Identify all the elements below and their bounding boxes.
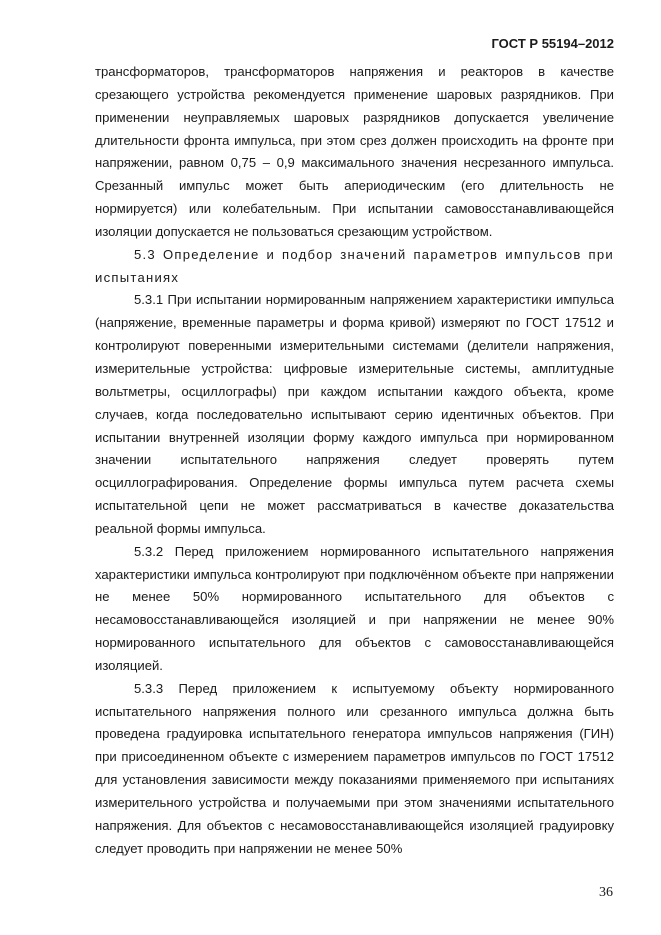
paragraph-5-3-3: 5.3.3 Перед приложением к испытуемому объекту нормированного испытательного напряжения полного или срезанного импульса должна быть проведена градуировка испытательного генератора импульсов напряжения (ГИН) при присоединенном объекте с измерением параметров импульсов по ГОСТ 17512 для установления зависимости между показаниями применяемого при испытаниях измерительного устройства и получаемыми при этом значениями испытательного напряжения. Для объектов с несамовосстанавливающейся изоляцией градуировку следует проводить при напряжении не менее 50% xyxy=(95,680,614,856)
paragraph-5-3-1: 5.3.1 При испытании нормированным напряжением характеристики импульса (напряжение, временные параметры и форма кривой) измеряют по ГОСТ 17512 и контролируют поверенными измерительными системами (делители напряжения, измерительные устройства: цифровые измерительные системы, амплитудные вольтметры, осциллографы) при каждом испытании каждого объекта, кроме случаев, когда последовательно испытывают серию идентичных объектов. При испытании внутренней изоляции форму каждого импульса при нормированном значении испытательного напряжения следует проверять путем осциллографирования. Определение формы импульса путем расчета схемы испытательной цепи не может рассматриваться в качестве доказательства реальной формы импульса. xyxy=(95,292,614,536)
paragraph-5-3-2: 5.3.2 Перед приложением нормированного испытательного напряжения характеристики импульса контролируют при подключённом объекте при напряжении не менее 50% нормированного испытательного для объектов с несамовосстанавливающейся изоляцией и при напряжении не менее 90% нормированного испытательного для объектов с самовосстанавливающейся изоляцией. xyxy=(95,543,614,673)
page-number: 36 xyxy=(599,885,613,900)
document-body xyxy=(95,61,614,861)
section-heading-5-3: 5.3 Определение и подбор значений параметров импульсов при испытаниях xyxy=(95,246,614,285)
document-header: ГОСТ Р 55194–2012 xyxy=(491,36,614,51)
paragraph-continuation: трансформаторов, трансформаторов напряжения и реакторов в качестве срезающего устройства рекомендуется применение шаровых разрядников. При применении неуправляемых шаровых разрядников допускается увеличение длительности фронта импульса, при этом срез должен происходить на фронте при напряжении, равном 0,75 – 0,9 максимального значения несрезанного импульса. Срезанный импульс может быть апериодическим (его длительность не нормируется) или колебательным. При испытании самовосстанавливающейся изоляции допускается не пользоваться срезающим устройством. xyxy=(95,64,614,239)
